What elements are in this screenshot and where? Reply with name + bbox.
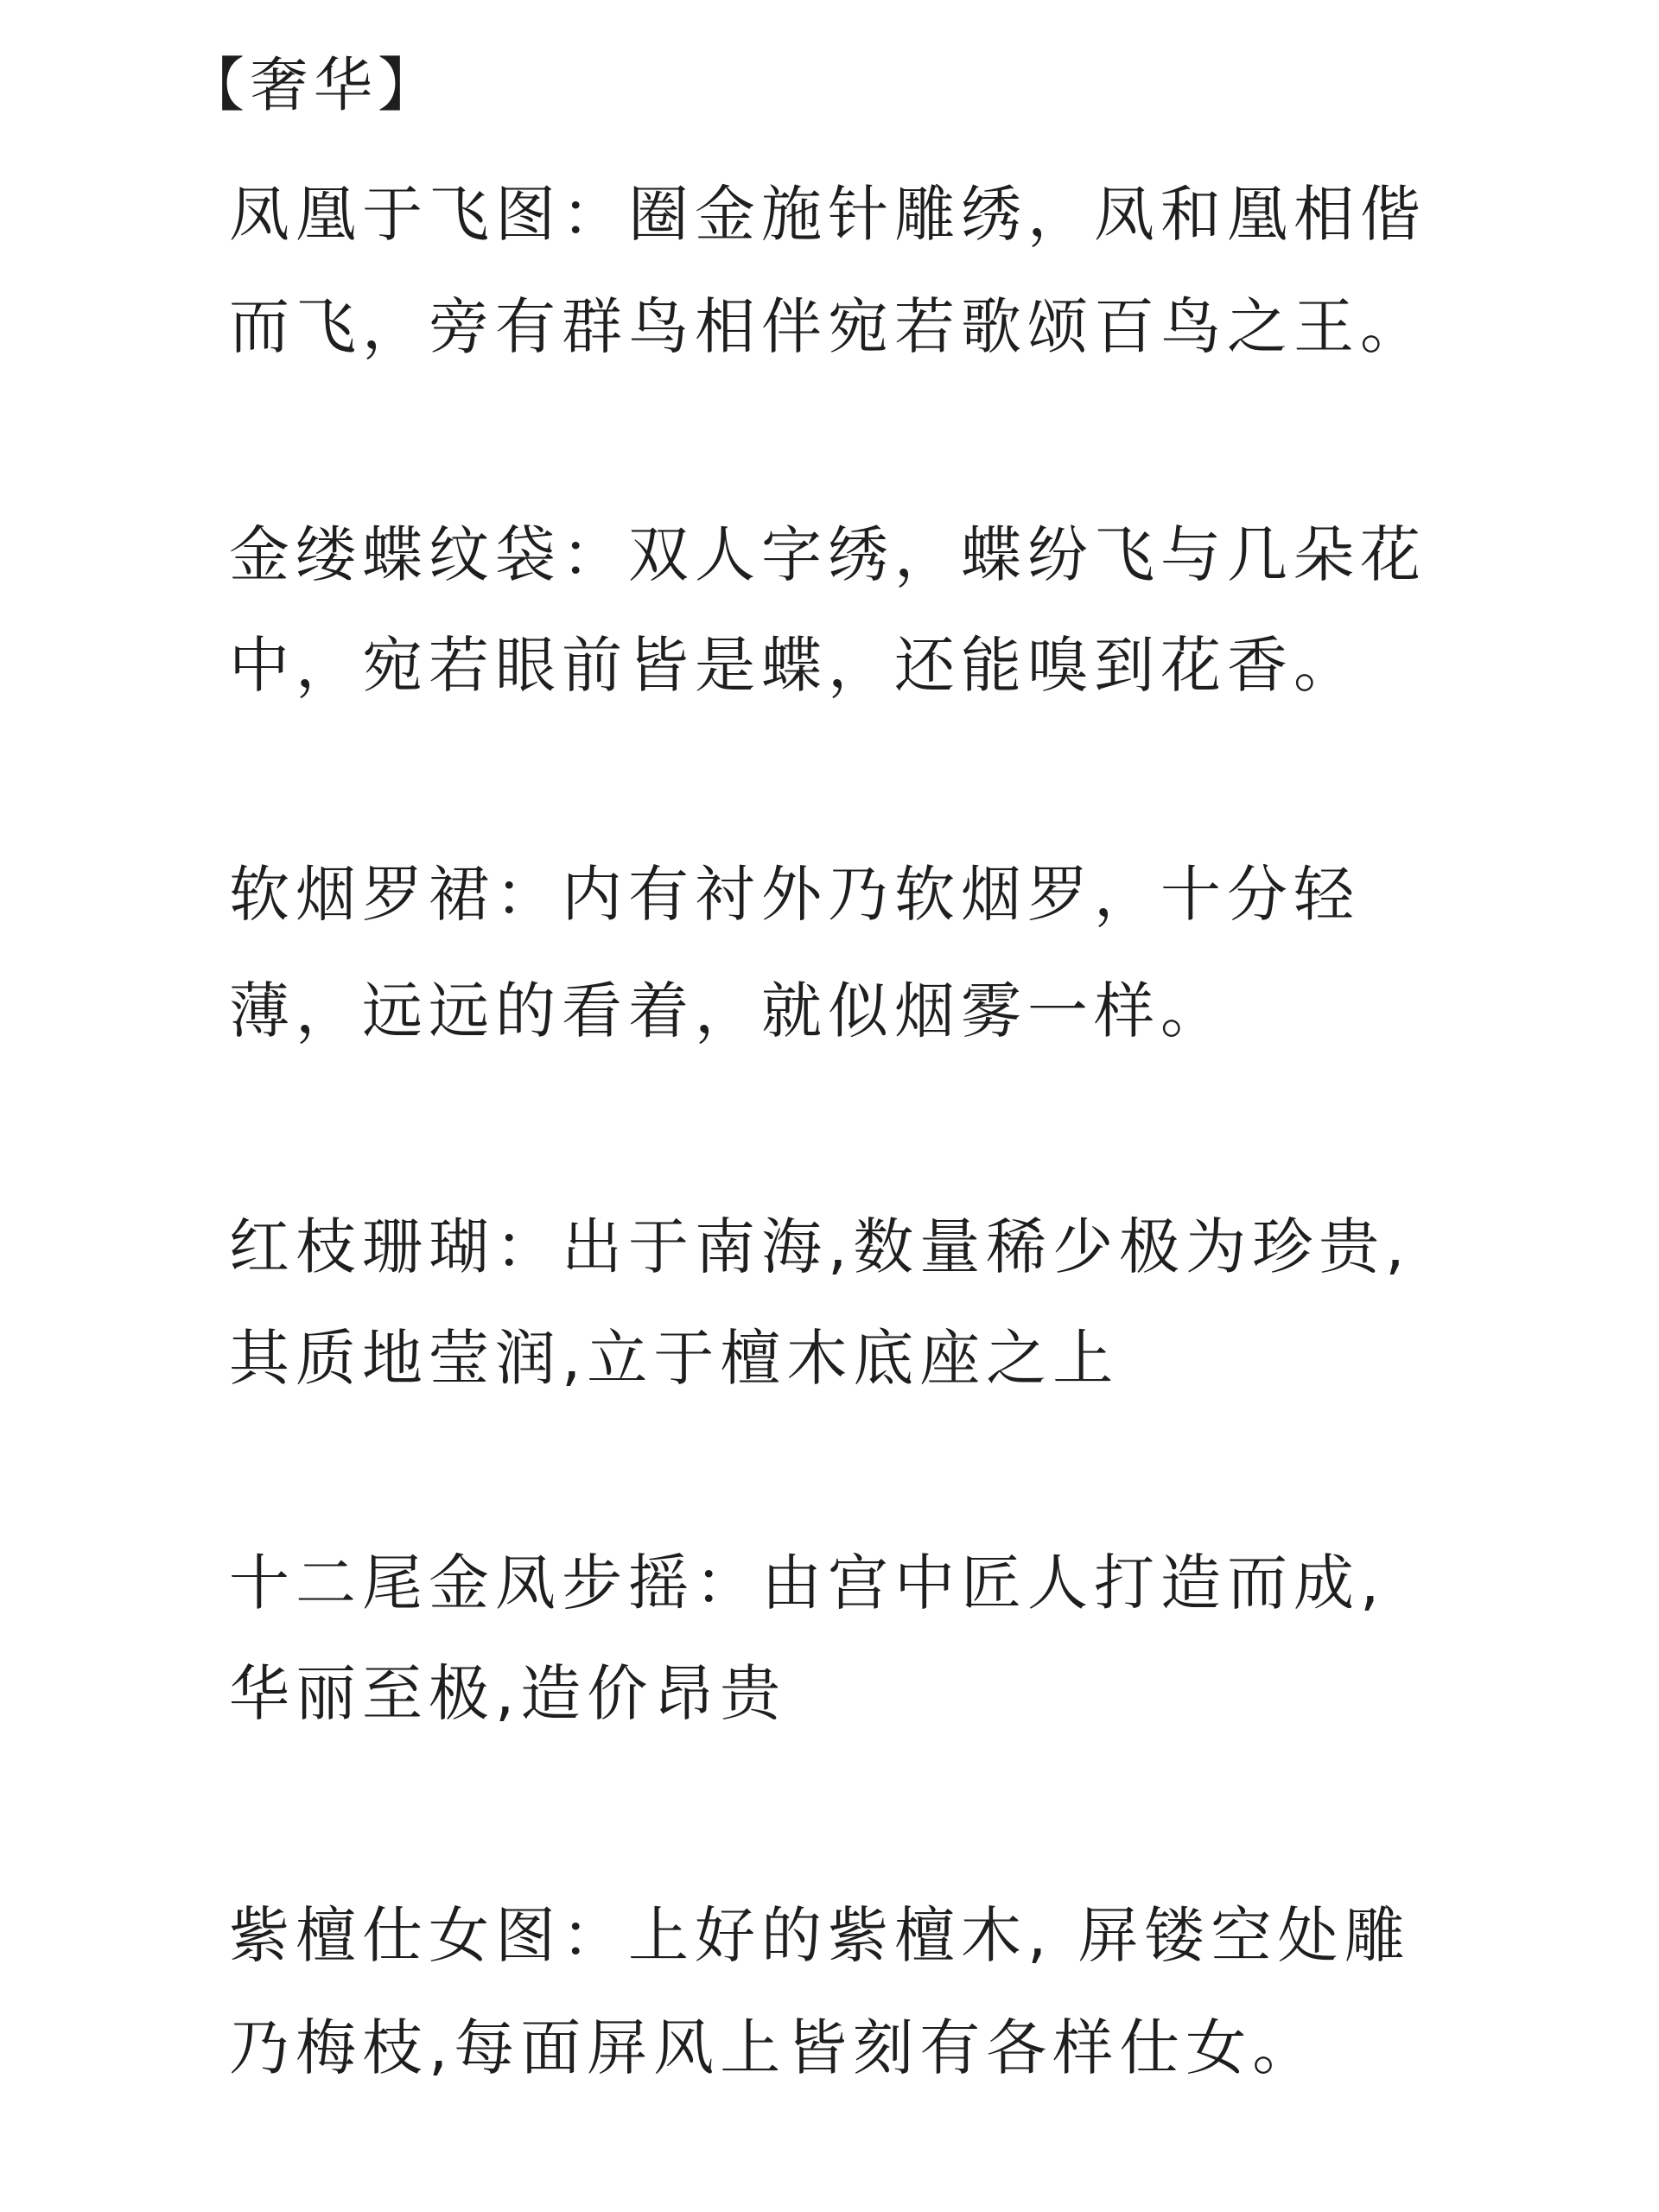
item-line: 软烟罗裙：内有衬外乃软烟罗，十分轻 [229, 859, 1360, 930]
item-line: 十二尾金凤步摇：由宫中匠人打造而成, [229, 1548, 1386, 1618]
item-line: 薄，远远的看着，就似烟雾一样。 [229, 976, 1227, 1046]
item-line: 其质地莹润,立于檀木底座之上 [229, 1323, 1120, 1394]
item-line: 凤凰于飞图：圈金施针雕绣，凤和凰相偕 [229, 179, 1427, 250]
item-line: 金缕蝶纹袋：双人字绣，蝶纷飞与几朵花 [229, 519, 1427, 590]
item-line: 中，宛若眼前皆是蝶，还能嗅到花香。 [229, 630, 1360, 701]
item-line: 紫檀仕女图：上好的紫檀木, 屏镂空处雕 [229, 1900, 1411, 1971]
item-line: 红枝珊瑚：出于南海,数量稀少极为珍贵, [229, 1211, 1411, 1282]
item-line: 而飞，旁有群鸟相伴宛若歌颂百鸟之王。 [229, 291, 1427, 362]
page-title: 【奢华】 [186, 52, 442, 120]
item-line: 乃梅枝,每面屏风上皆刻有各样仕女。 [229, 2012, 1319, 2083]
item-line: 华丽至极,造价昂贵 [229, 1658, 787, 1729]
